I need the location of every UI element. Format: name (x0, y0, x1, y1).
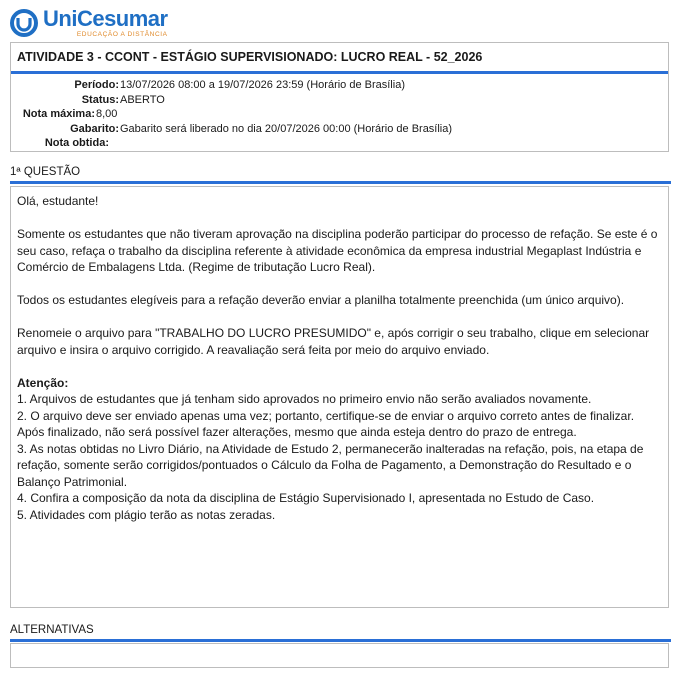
alternatives-header-rule (10, 639, 671, 642)
question-header-rule (10, 181, 671, 184)
logo-tagline: EDUCAÇÃO A DISTÂNCIA (76, 30, 168, 38)
alternatives-header: ALTERNATIVAS (10, 624, 94, 636)
status-value: ABERTO (120, 93, 165, 106)
attention-item-1: 1. Arquivos de estudantes que já tenham sido aprovados no primeiro envio não serão avaliados novamente. (17, 392, 592, 406)
max-grade-label: Nota máxima: (22, 108, 95, 120)
obtained-grade-row (11, 136, 668, 151)
question-paragraph-2: Todos os estudantes elegíveis para a refação deverão enviar a planilha totalmente preenchida (um único arquivo). (17, 293, 625, 307)
logo-wordmark: UniCesumar (43, 5, 168, 31)
attention-item-2: 2. O arquivo deve ser enviado apenas uma vez; portanto, certifique-se de enviar o arquivo correto antes de finalizar. Após finalizado, não será possível fazer alterações, mesmo que ainda esteja dentro do prazo de entrega. (17, 408, 635, 439)
activity-details (11, 74, 668, 151)
activity-title: ATIVIDADE 3 - CCONT - ESTÁGIO SUPERVISIONADO: LUCRO REAL - 52_2026 (11, 43, 668, 74)
question-header: 1ª QUESTÃO (10, 166, 81, 178)
status-label: Status: (81, 93, 119, 106)
answer-key-row (11, 122, 668, 137)
unicesumar-logo-icon (10, 9, 38, 37)
period-value: 13/07/2026 08:00 a 19/07/2026 23:59 (Horário de Brasília) (120, 79, 405, 91)
attention-title: Atenção: (17, 375, 69, 390)
attention-item-5: 5. Atividades com plágio terão as notas zeradas. (17, 507, 276, 522)
unicesumar-logo (10, 6, 168, 40)
alternatives-panel (10, 643, 669, 668)
attention-item-4: 4. Confira a composição da nota da disciplina de Estágio Supervisionado I, apresentada no Estudo de Caso. (17, 491, 595, 505)
question-greeting: Olá, estudante! (17, 194, 99, 208)
obtained-grade-label: Nota obtida: (44, 137, 109, 149)
period-row (11, 78, 668, 93)
max-grade-value: 8,00 (96, 108, 118, 120)
status-row (11, 93, 668, 108)
max-grade-row (11, 107, 668, 122)
attention-item-3: 3. As notas obtidas no Livro Diário, na Atividade de Estudo 2, permanecerão inalteradas na refação, pois, na etapa de refação, somente serão corrigidos/pontuados o Cálculo da Folha de Pagamento, a Demonstração do Resultado e o Balanço Patrimonial. (17, 441, 644, 489)
obtained-grade-value (109, 136, 110, 151)
activity-info-panel (10, 42, 669, 152)
period-label: Período: (74, 79, 119, 91)
answer-key-value: Gabarito será liberado no dia 20/07/2026 00:00 (Horário de Brasília) (120, 122, 453, 135)
question-paragraph-1: Somente os estudantes que não tiveram aprovação na disciplina poderão participar do processo de refação. Se este é o seu caso, refaça o trabalho da disciplina referente à atividade econômica da empresa industrial Megaplast Indústria e Comércio de Embalagens Ltda. (Regime de tributação Lucro Real). (17, 227, 658, 274)
question-paragraph-3: Renomeie o arquivo para "TRABALHO DO LUCRO PRESUMIDO" e, após corrigir o seu trabalho, clique em selecionar arquivo e insira o arquivo corrigido. A reavaliação será feita por meio do arquivo enviado. (17, 326, 650, 357)
answer-key-label: Gabarito: (70, 122, 119, 135)
question-panel (10, 186, 669, 608)
